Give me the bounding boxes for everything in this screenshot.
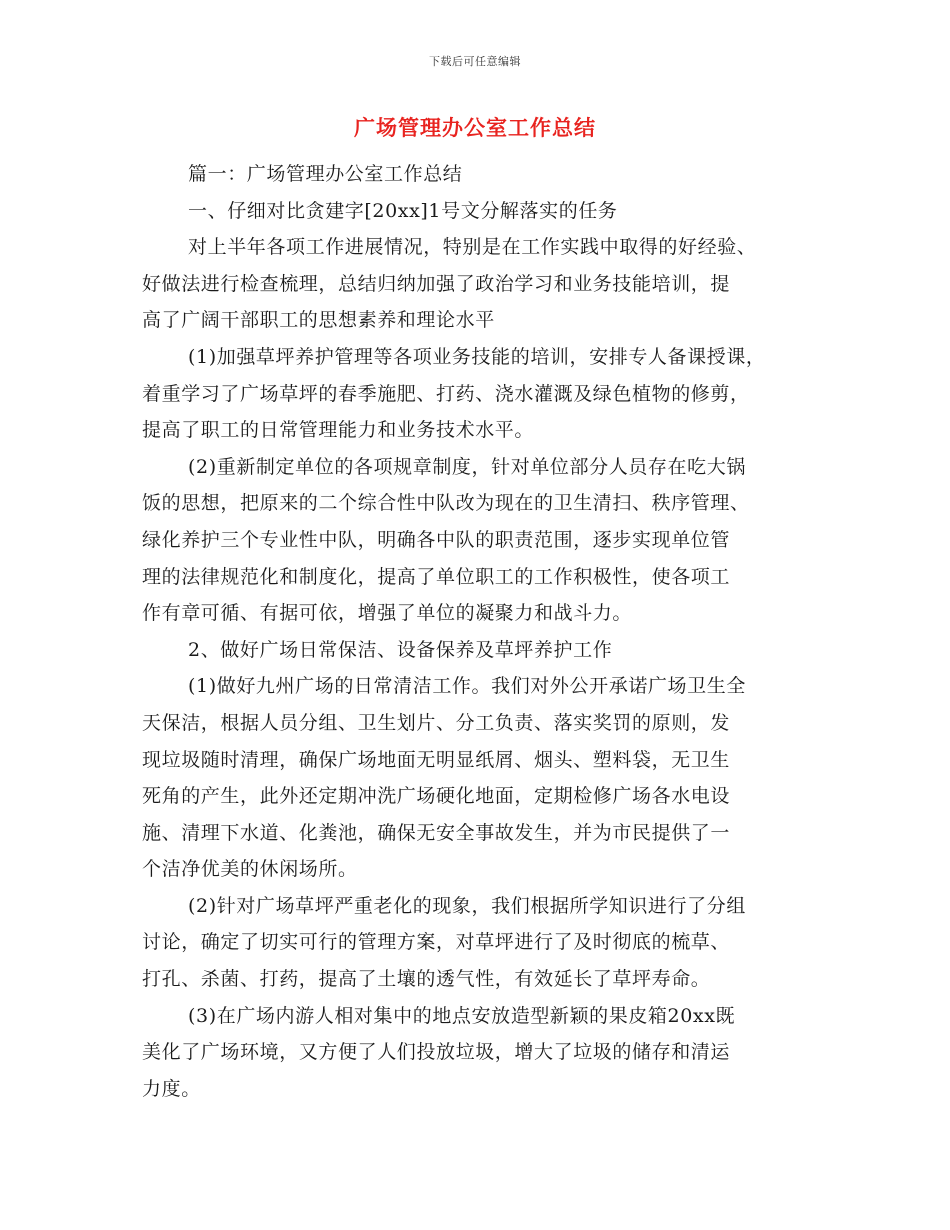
- text-line: 饭的思想，把原来的二个综合性中队改为现在的卫生清扫、秩序管理、: [142, 492, 750, 515]
- text-line: 力度。: [142, 1077, 201, 1100]
- text-line: 作有章可循、有据可依，增强了单位的凝聚力和战斗力。: [142, 602, 633, 625]
- text-line: 死角的产生，此外还定期冲洗广场硬化地面，定期检修广场各水电设: [142, 785, 731, 808]
- text-line: 施、清理下水道、化粪池，确保无安全事故发生，并为市民提供了一: [142, 821, 731, 844]
- header-note: 下载后可任意编辑: [429, 55, 521, 68]
- text-line: (1)做好九州广场的日常清洁工作。我们对外公开承诺广场卫生全: [188, 675, 746, 698]
- text-line: 高了广阔干部职工的思想素养和理论水平: [142, 309, 495, 332]
- text-line: 对上半年各项工作进展情况，特别是在工作实践中取得的好经验、: [188, 236, 757, 259]
- text-line: 篇一：广场管理办公室工作总结: [188, 163, 463, 185]
- text-line: 2、做好广场日常保洁、设备保养及草坪养护工作: [188, 638, 613, 661]
- text-line: 个洁净优美的休闲场所。: [142, 858, 358, 881]
- text-line: 好做法进行检查梳理，总结归纳加强了政治学习和业务技能培训，提: [142, 272, 731, 295]
- text-line: (3)在广场内游人相对集中的地点安放造型新颖的果皮箱20xx既: [188, 1004, 736, 1027]
- text-line: 天保洁，根据人员分组、卫生划片、分工负责、落实奖罚的原则，发: [142, 711, 731, 734]
- text-line: 着重学习了广场草坪的春季施肥、打药、浇水灌溉及绿色植物的修剪，: [142, 382, 750, 405]
- text-line: (1)加强草坪养护管理等各项业务技能的培训，安排专人备课授课，: [188, 345, 766, 368]
- text-line: (2)针对广场草坪严重老化的现象，我们根据所学知识进行了分组: [188, 894, 746, 917]
- text-line: 理的法律规范化和制度化，提高了单位职工的工作积极性，使各项工: [142, 565, 731, 588]
- text-line: (2)重新制定单位的各项规章制度，针对单位部分人员存在吃大锅: [188, 455, 746, 478]
- document-title: 广场管理办公室工作总结: [354, 116, 596, 140]
- text-line: 讨论，确定了切实可行的管理方案，对草坪进行了及时彻底的梳草、: [142, 931, 731, 954]
- text-line: 一、仔细对比贪建字[20xx]1号文分解落实的任务: [188, 199, 618, 222]
- text-line: 现垃圾随时清理，确保广场地面无明显纸屑、烟头、塑料袋，无卫生: [142, 748, 731, 771]
- text-line: 提高了职工的日常管理能力和业务技术水平。: [142, 419, 535, 442]
- document-body: [142, 156, 817, 1107]
- text-line: 打孔、杀菌、打药，提高了土壤的透气性，有效延长了草坪寿命。: [142, 968, 711, 991]
- text-line: 绿化养护三个专业性中队，明确各中队的职责范围，逐步实现单位管: [142, 528, 731, 551]
- text-line: 美化了广场环境，又方便了人们投放垃圾，增大了垃圾的储存和清运: [142, 1041, 731, 1064]
